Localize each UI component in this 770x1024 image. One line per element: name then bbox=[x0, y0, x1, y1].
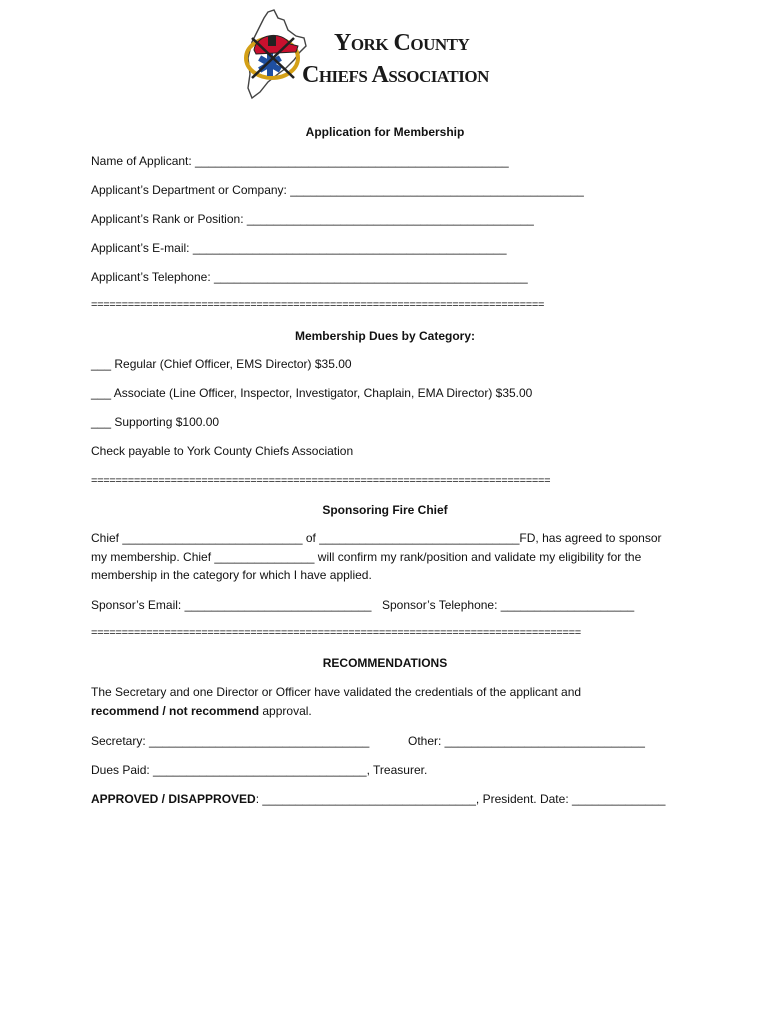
section-divider: ========================================================================== bbox=[91, 299, 545, 311]
section-divider: ================================================================================ bbox=[91, 627, 581, 639]
applicant-department-field[interactable]: Applicant’s Department or Company: ____________________________________________ bbox=[91, 183, 584, 197]
other-field[interactable]: Other: ______________________________ bbox=[408, 734, 645, 748]
recommendations-heading: RECOMMENDATIONS bbox=[322, 656, 448, 670]
recommendations-text-end: approval. bbox=[259, 703, 312, 718]
section-divider: =========================================================================== bbox=[91, 475, 551, 487]
approval-signature-field[interactable]: : ________________________________, President. Date: ______________ bbox=[255, 792, 666, 806]
sponsor-email-field[interactable]: Sponsor’s Email: ____________________________ bbox=[91, 598, 372, 612]
dues-heading: Membership Dues by Category: bbox=[294, 329, 476, 343]
logo-text-line1: York County bbox=[334, 30, 470, 56]
form-title: Application for Membership bbox=[305, 125, 465, 139]
applicant-email-field[interactable]: Applicant’s E-mail: _______________________________________________ bbox=[91, 241, 507, 255]
sponsor-heading: Sponsoring Fire Chief bbox=[322, 503, 448, 517]
dues-supporting-option[interactable]: ___ Supporting $100.00 bbox=[91, 415, 220, 429]
dues-regular-option[interactable]: ___ Regular (Chief Officer, EMS Director) $35.00 bbox=[91, 357, 352, 371]
sponsor-telephone-field[interactable]: Sponsor’s Telephone: ____________________ bbox=[382, 598, 635, 612]
recommendations-paragraph bbox=[91, 683, 663, 720]
secretary-field[interactable]: Secretary: _________________________________ bbox=[91, 734, 370, 748]
maine-map-emblem-icon bbox=[238, 8, 310, 100]
applicant-rank-field[interactable]: Applicant’s Rank or Position: ___________________________________________ bbox=[91, 212, 534, 226]
payable-note: Check payable to York County Chiefs Association bbox=[91, 444, 354, 458]
recommend-choice[interactable]: recommend / not recommend bbox=[91, 703, 260, 718]
applicant-name-field[interactable]: Name of Applicant: _______________________________________________ bbox=[91, 154, 509, 168]
sponsor-paragraph[interactable]: Chief ___________________________ of ______________________________FD, has agreed to sponsor my membership. Chief _______________ will confirm my rank/position and validate my eligibility for the membership in the category for which I have applied. bbox=[91, 531, 662, 582]
recommendations-text: The Secretary and one Director or Officer have validated the credentials of the applicant and bbox=[91, 685, 582, 699]
applicant-telephone-field[interactable]: Applicant’s Telephone: _______________________________________________ bbox=[91, 270, 528, 284]
association-logo bbox=[238, 8, 538, 103]
logo-text-line2: Chiefs Association bbox=[302, 62, 489, 88]
dues-paid-field[interactable]: Dues Paid: ________________________________, Treasurer. bbox=[91, 763, 428, 777]
approved-disapproved-label: APPROVED / DISAPPROVED bbox=[91, 792, 256, 806]
approval-line[interactable] bbox=[91, 790, 665, 808]
dues-associate-option[interactable]: ___ Associate (Line Officer, Inspector, Investigator, Chaplain, EMA Director) $35.00 bbox=[91, 386, 533, 400]
